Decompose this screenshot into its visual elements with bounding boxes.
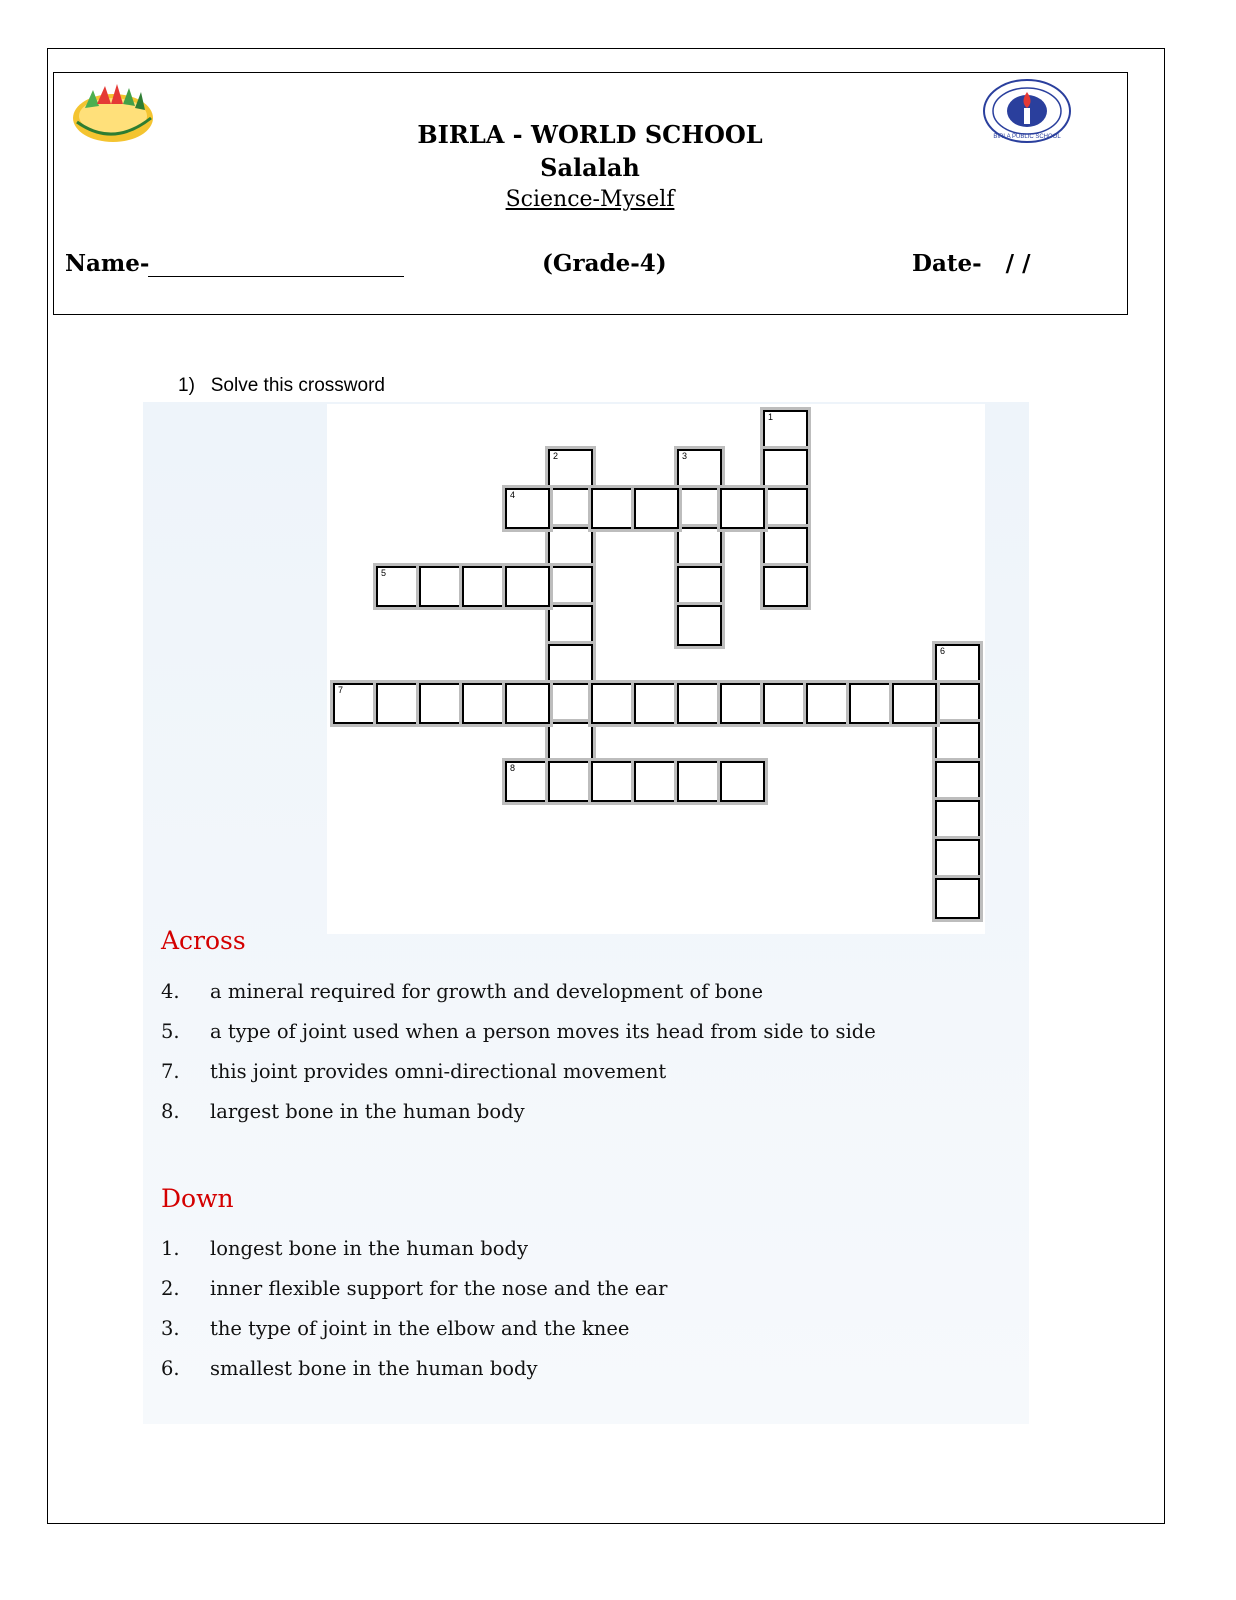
- clue-number-label: 1: [768, 412, 774, 422]
- crossword-cell[interactable]: [634, 683, 679, 724]
- clue-number-label: 8: [510, 763, 516, 773]
- crossword-cell[interactable]: [677, 449, 722, 490]
- crossword-cell[interactable]: [634, 761, 679, 802]
- clue-text: a mineral required for growth and development of bone: [210, 980, 764, 1003]
- crossword-cell[interactable]: [548, 566, 593, 607]
- crossword-cell[interactable]: [548, 527, 593, 568]
- crossword-cell[interactable]: [763, 449, 808, 490]
- crossword-cell[interactable]: [677, 605, 722, 646]
- crossword-cell[interactable]: [462, 683, 507, 724]
- crossword-cell[interactable]: [462, 566, 507, 607]
- name-field-line[interactable]: [148, 276, 404, 277]
- down-title: Down: [161, 1184, 234, 1213]
- crossword-cell[interactable]: [720, 683, 765, 724]
- question-text: 1) Solve this crossword: [178, 375, 385, 396]
- crossword-cell[interactable]: [677, 566, 722, 607]
- crossword-cell[interactable]: [720, 761, 765, 802]
- crossword-cell[interactable]: [763, 527, 808, 568]
- crossword-cell[interactable]: [677, 683, 722, 724]
- crossword-cell[interactable]: [548, 761, 593, 802]
- crossword-cell[interactable]: [720, 488, 765, 529]
- clue-number: 3.: [161, 1317, 180, 1340]
- crossword-cell[interactable]: [548, 683, 593, 724]
- across-title: Across: [161, 926, 246, 955]
- clue-number: 7.: [161, 1060, 180, 1083]
- name-label: Name-: [65, 250, 150, 277]
- crossword-cell[interactable]: [376, 566, 421, 607]
- crossword-cell[interactable]: [548, 644, 593, 685]
- svg-text:BIRLA PUBLIC SCHOOL: BIRLA PUBLIC SCHOOL: [993, 134, 1061, 140]
- crossword-cell[interactable]: [806, 683, 851, 724]
- clue-number: 1.: [161, 1237, 180, 1260]
- clue-text: a type of joint used when a person moves its head from side to side: [210, 1020, 876, 1043]
- crossword-cell[interactable]: [548, 488, 593, 529]
- crossword-cell[interactable]: [935, 839, 980, 880]
- school-city: Salalah: [540, 153, 640, 182]
- subject-title: Science-Myself: [505, 187, 675, 212]
- clue-text: largest bone in the human body: [210, 1100, 525, 1123]
- crossword-cell[interactable]: [505, 761, 550, 802]
- clue-number-label: 7: [338, 685, 344, 695]
- crossword-cell[interactable]: [548, 722, 593, 763]
- crossword-cell[interactable]: [763, 410, 808, 451]
- crossword-cell[interactable]: [935, 722, 980, 763]
- clue-number: 5.: [161, 1020, 180, 1043]
- clue-number-label: 3: [682, 451, 688, 461]
- crossword-cell[interactable]: [634, 488, 679, 529]
- clue-number-label: 4: [510, 490, 516, 500]
- clue-number: 6.: [161, 1357, 180, 1380]
- clue-number-label: 2: [553, 451, 559, 461]
- crossword-cell[interactable]: [591, 761, 636, 802]
- clue-text: this joint provides omni-directional movement: [210, 1060, 667, 1083]
- clue-text: smallest bone in the human body: [210, 1357, 538, 1380]
- crossword-grid-area: [327, 404, 985, 934]
- crossword-cell[interactable]: [376, 683, 421, 724]
- crossword-cell[interactable]: [548, 605, 593, 646]
- crossword-cell[interactable]: [677, 488, 722, 529]
- crossword-cell[interactable]: [935, 683, 980, 724]
- clue-number: 8.: [161, 1100, 180, 1123]
- crossword-cell[interactable]: [591, 683, 636, 724]
- crossword-cell[interactable]: [419, 683, 464, 724]
- clue-text: inner flexible support for the nose and the ear: [210, 1277, 668, 1300]
- crossword-cell[interactable]: [935, 644, 980, 685]
- crossword-cell[interactable]: [763, 683, 808, 724]
- crossword-cell[interactable]: [849, 683, 894, 724]
- crossword-cell[interactable]: [677, 527, 722, 568]
- crossword-cell[interactable]: [333, 683, 378, 724]
- crossword-cell[interactable]: [763, 566, 808, 607]
- crossword-cell[interactable]: [763, 488, 808, 529]
- clue-number: 2.: [161, 1277, 180, 1300]
- clue-number-label: 5: [381, 568, 387, 578]
- clue-number-label: 6: [940, 646, 946, 656]
- clue-text: the type of joint in the elbow and the knee: [210, 1317, 630, 1340]
- school-name: BIRLA - WORLD SCHOOL: [417, 120, 763, 149]
- crossword-cell[interactable]: [935, 761, 980, 802]
- date-label: Date- / /: [912, 250, 1031, 277]
- crossword-cell[interactable]: [935, 800, 980, 841]
- grade-label: (Grade-4): [542, 250, 667, 277]
- crossword-cell[interactable]: [505, 683, 550, 724]
- crossword-cell[interactable]: [892, 683, 937, 724]
- clue-text: longest bone in the human body: [210, 1237, 528, 1260]
- clue-number: 4.: [161, 980, 180, 1003]
- crossword-cell[interactable]: [548, 449, 593, 490]
- crossword-cell[interactable]: [505, 488, 550, 529]
- crossword-cell[interactable]: [677, 761, 722, 802]
- crossword-cell[interactable]: [591, 488, 636, 529]
- crossword-cell[interactable]: [935, 878, 980, 919]
- crossword-cell[interactable]: [419, 566, 464, 607]
- crossword-cell[interactable]: [505, 566, 550, 607]
